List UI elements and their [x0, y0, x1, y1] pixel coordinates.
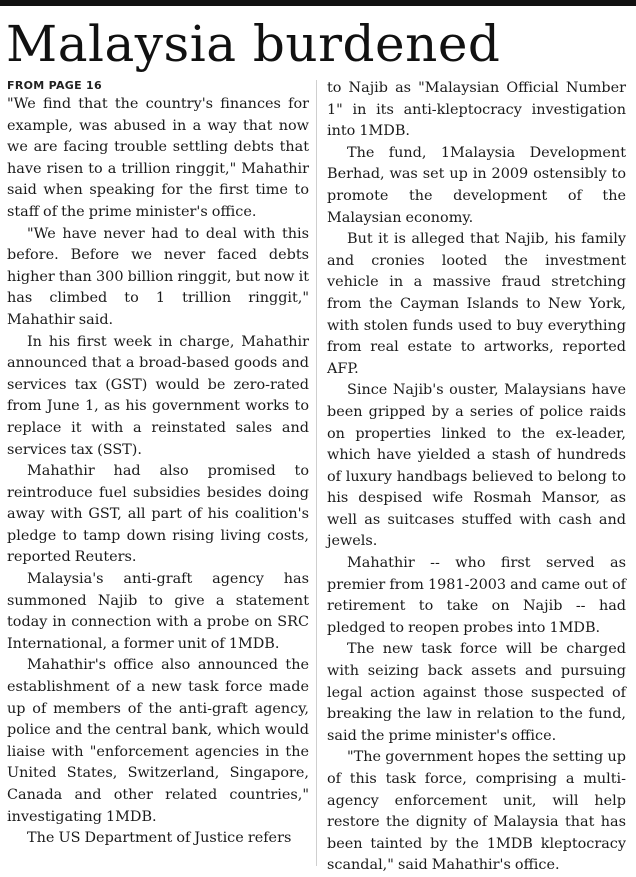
paragraph: But it is alleged that Najib, his family and cronies looted the investment vehicle in a massive fraud stretching from the Cayman Islands to New York, with stolen funds used to buy everything from real estate to artworks, reported AFP. [327, 231, 626, 377]
paragraph: "We find that the country's finances for example, was abused in a way that now we are facing trouble settling debts that have risen to a trillion ringgit," Mahathir said when speaking for the first time to staff of the prime minister's office. [7, 96, 309, 220]
top-rule [0, 0, 636, 6]
left-column [7, 78, 309, 850]
paragraph: The US Department of Justice refers [27, 830, 292, 847]
jump-label: FROM PAGE 16 [7, 79, 102, 92]
paragraph: Since Najib's ouster, Malaysians have been gripped by a series of police raids on properties linked to the ex-leader, which have yielded a stash of hundreds of luxury handbags believed to belong to his despised wife Rosmah Mansor, as well as suitcases stuffed with cash and jewels. [327, 382, 626, 550]
paragraph: "The government hopes the setting up of this task force, comprising a multi-agency enforcement unit, will help restore the dignity of Malaysia that has been tainted by the 1MDB kleptocracy scandal," said Mahathir's office. [327, 749, 626, 874]
paragraph: In his first week in charge, Mahathir announced that a broad-based goods and services tax (GST) would be zero-rated from June 1, as his government works to replace it with a reinstated sales and services tax (SST). [7, 333, 309, 458]
headline: Malaysia burdened [6, 15, 501, 73]
column-divider [316, 80, 317, 866]
paragraph: to Najib as "Malaysian Official Number 1" in its anti-kleptocracy investigation into 1MDB. [327, 80, 626, 140]
paragraph: The fund, 1Malaysia Development Berhad, was set up in 2009 ostensibly to promote the development of the Malaysian economy. [327, 144, 626, 226]
right-column [327, 78, 626, 877]
paragraph: Malaysia's anti-graft agency has summoned Najib to give a statement today in connection with a probe on SRC International, a former unit of 1MDB. [7, 571, 309, 652]
paragraph: Mahathir had also promised to reintroduce fuel subsidies besides doing away with GST, all part of his coalition's pledge to tamp down rising living costs, reported Reuters. [7, 463, 309, 566]
paragraph: "We have never had to deal with this before. Before we never faced debts higher than 300 billion ringgit, but now it has climbed to 1 trillion ringgit," Mahathir said. [7, 225, 309, 328]
paragraph: The new task force will be charged with seizing back assets and pursuing legal action against those suspected of breaking the law in relation to the fund, said the prime minister's office. [327, 641, 626, 744]
paragraph: Mahathir -- who first served as premier from 1981-2003 and came out of retirement to take on Najib -- had pledged to reopen probes into 1MDB. [327, 555, 626, 636]
paragraph: Mahathir's office also announced the establishment of a new task force made up of members of the anti-graft agency, police and the central bank, which would liaise with "enforcement agencies in the United States, Switzerland, Singapore, Canada and other related countries," investigating 1MDB. [7, 657, 309, 825]
